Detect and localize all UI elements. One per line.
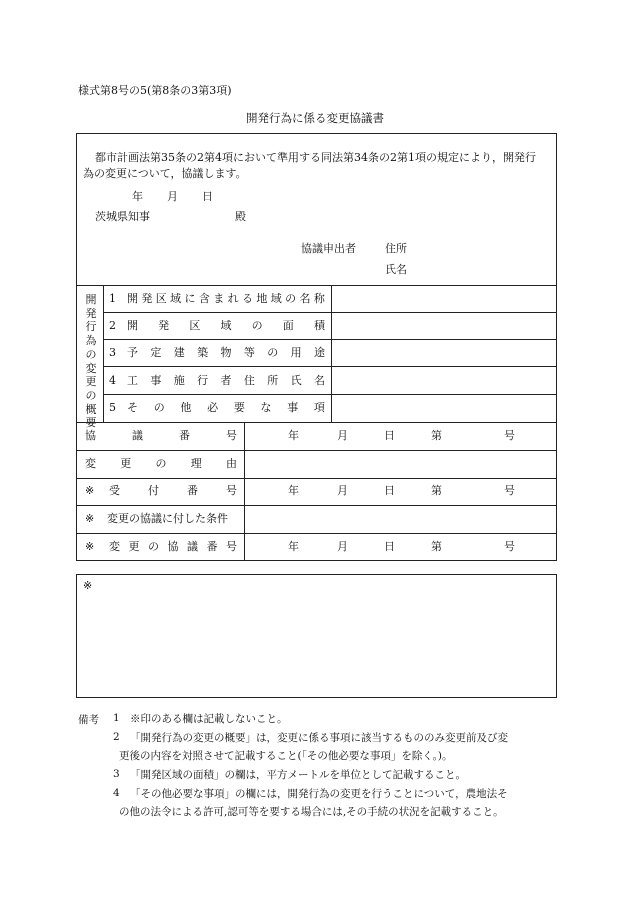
- remark-num-3: 3: [113, 768, 120, 780]
- addressee-name: 茨城県知事: [95, 210, 150, 223]
- overview-label: 開発行為の変更の概要: [85, 293, 97, 430]
- consult-day: 日: [384, 429, 395, 442]
- intro-line-2: 為の変更について，協議します。: [83, 167, 247, 180]
- overview-num-2: 2: [109, 319, 116, 332]
- change-month: 月: [337, 540, 348, 553]
- official-use-box: [76, 574, 557, 698]
- date-day: 日: [202, 190, 213, 203]
- overview-label-4: 工 事 施 行 者 住 所 氏 名: [127, 374, 325, 387]
- change-go: 号: [504, 540, 515, 553]
- overview-label-5: そ の 他 必 要 な 事 項: [127, 401, 325, 414]
- remark-text-2: 「開発行為の変更の概要」は，変更に係る事項に該当するもののみ変更前及び変: [130, 732, 508, 744]
- overview-num-1: 1: [109, 292, 116, 305]
- remark-num-2: 2: [113, 731, 120, 743]
- remark-text-4: 「その他必要な事項」の欄には，開発行為の変更を行うことについて，農地法そ: [130, 788, 508, 800]
- remark-text-3: 「開発区域の面積」の欄は，平方メートルを単位として記載すること。: [130, 769, 466, 781]
- receipt-label: 受 付 番 号: [109, 484, 237, 497]
- date-year: 年: [132, 190, 143, 203]
- addressee-honorific: 殿: [235, 210, 246, 223]
- form-id: 様式第8号の5(第8条の3第3項): [78, 84, 232, 97]
- intro-line-1: 都市計画法第35条の2第4項において準用する同法第34条の2第1項の規定により，開発行: [95, 151, 536, 164]
- change-number-mark: ※: [85, 540, 95, 553]
- overview-num-4: 4: [109, 374, 116, 387]
- change-dai: 第: [431, 540, 442, 553]
- form-table: [76, 133, 557, 561]
- remark-text-4-cont: の他の法令による許可,認可等を要する場合には,その手続の状況を記載すること。: [119, 806, 504, 818]
- overview-label-1: 開 発 区 域 に 含 ま れ る 地 域 の 名 称: [127, 292, 325, 305]
- official-use-mark: ※: [83, 579, 93, 592]
- change-year: 年: [288, 540, 299, 553]
- remarks-label: 備考: [78, 714, 99, 726]
- overview-num-3: 3: [109, 346, 116, 359]
- receipt-month: 月: [337, 484, 348, 497]
- overview-label-3: 予 定 建 築 物 等 の 用 途: [127, 346, 325, 359]
- consult-go: 号: [504, 429, 515, 442]
- change-number-label: 変 更 の 協 議 番 号: [109, 540, 237, 553]
- receipt-year: 年: [288, 484, 299, 497]
- consult-dai: 第: [431, 429, 442, 442]
- overview-label-2: 開 発 区 域 の 面 積: [127, 319, 325, 332]
- receipt-day: 日: [384, 484, 395, 497]
- remark-text-2-cont: 更後の内容を対照させて記載すること(「その他必要な事項」を除く。)。: [119, 750, 453, 762]
- applicant-label: 協議申出者: [301, 242, 356, 255]
- document-title: 開発行為に係る変更協議書: [246, 111, 384, 125]
- consult-month: 月: [337, 429, 348, 442]
- change-day: 日: [384, 540, 395, 553]
- overview-num-5: 5: [109, 401, 116, 414]
- condition-mark: ※: [85, 512, 95, 525]
- date-month: 月: [167, 190, 178, 203]
- consult-number-label: 協 議 番 号: [85, 429, 237, 442]
- remark-num-4: 4: [113, 787, 120, 799]
- condition-label: 変更の協議に付した条件: [107, 512, 228, 525]
- receipt-mark: ※: [85, 484, 95, 497]
- reason-label: 変 更 の 理 由: [85, 457, 237, 470]
- applicant-address: 住所: [385, 242, 407, 255]
- consult-year: 年: [288, 429, 299, 442]
- receipt-dai: 第: [431, 484, 442, 497]
- remark-num-1: 1: [113, 712, 120, 724]
- receipt-go: 号: [504, 484, 515, 497]
- remark-text-1: ※印のある欄は記載しないこと。: [130, 713, 288, 725]
- applicant-name: 氏名: [385, 263, 407, 276]
